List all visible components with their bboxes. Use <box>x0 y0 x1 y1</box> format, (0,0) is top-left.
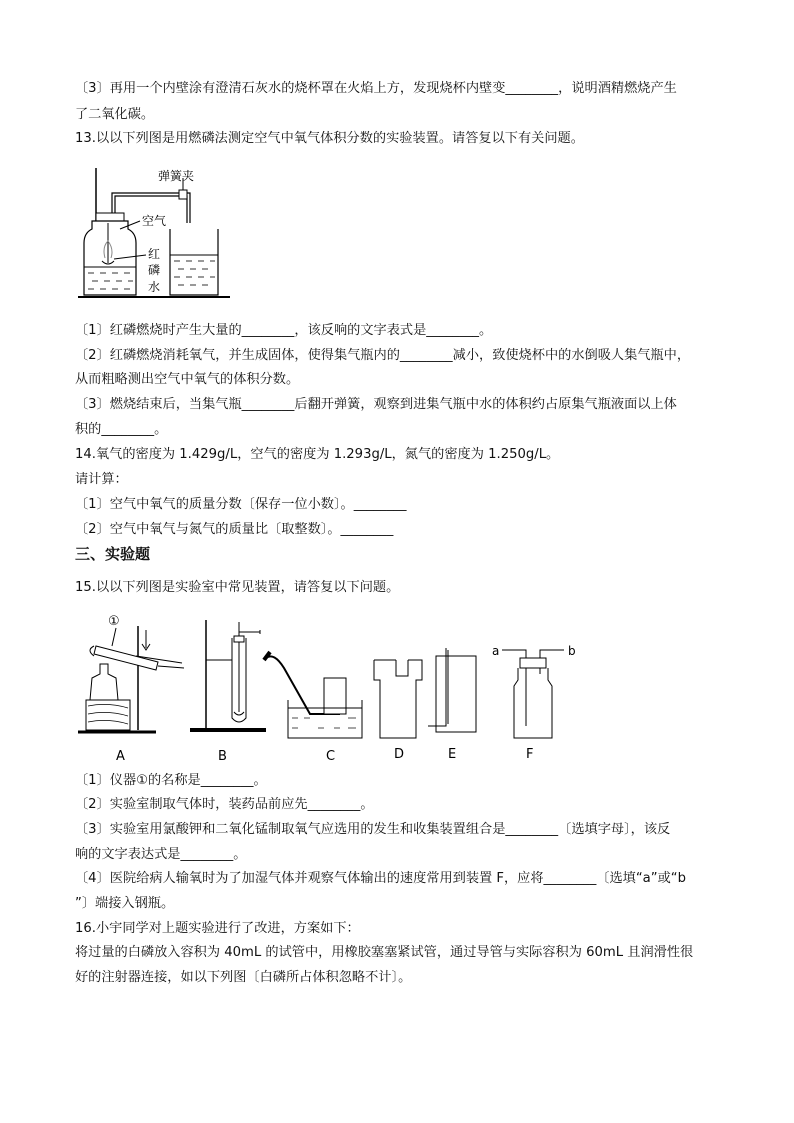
line-7: 〔3〕燃烧结束后，当集气瓶________后翻开弹簧，观察到进集气瓶中水的体积约占原集气瓶液面以上体 <box>75 397 677 412</box>
line-2: 了二氧化碳。 <box>75 107 155 122</box>
line-22: 将过量的白磷放入容积为 40mL 的试管中，用橡胶塞塞紧试管，通过导管与实际容积为 60mL 且润滑性很 <box>75 945 694 960</box>
line-6: 从而粗略测出空气中氧气的体积分数。 <box>75 372 300 387</box>
phosphorus-apparatus-figure <box>78 163 238 303</box>
label-b: B <box>218 749 227 764</box>
label-d: D <box>394 747 405 762</box>
line-9: 14.氧气的密度为 1.429g/L，空气的密度为 1.293g/L，氮气的密度为 1.250g/L。 <box>75 447 560 462</box>
line-1: 〔3〕再用一个内壁涂有澄清石灰水的烧杯罩在火焰上方，发现烧杯内壁变________，说明酒精燃烧产生 <box>75 81 677 96</box>
line-14: 15.以以下列图是实验室中常见装置，请答复以下问题。 <box>75 580 400 595</box>
line-4: 〔1〕红磷燃烧时产生大量的________，该反响的文字表式是________。 <box>75 323 493 338</box>
air-label: 空气 <box>142 214 167 228</box>
label-c: C <box>326 749 336 764</box>
apparatus-b <box>190 620 266 764</box>
line-20: ”〕端接入钢瓶。 <box>75 896 175 911</box>
line-12: 〔2〕空气中氧气与氮气的质量比〔取整数〕。________ <box>75 522 394 537</box>
line-5: 〔2〕红磷燃烧消耗氧气，并生成固体，使得集气瓶内的________减小，致使烧杯中的水倒吸人集气瓶中， <box>75 348 691 363</box>
instrument-marker: ① <box>108 614 120 629</box>
label-f: F <box>526 747 534 762</box>
line-8: 积的________。 <box>75 422 168 437</box>
apparatus-a <box>78 614 184 764</box>
water-label: 水 <box>148 280 161 294</box>
port-a-label: a <box>492 644 500 658</box>
line-10: 请计算： <box>75 472 128 487</box>
line-17: 〔3〕实验室用氯酸钾和二氧化锰制取氧气应选用的发生和收集装置组合是________〔选填字母〕，该反 <box>75 822 671 837</box>
apparatus-f <box>492 644 576 762</box>
label-a: A <box>116 749 125 764</box>
line-11: 〔1〕空气中氧气的质量分数〔保存一位小数〕。________ <box>75 497 407 512</box>
phosphorus-label-2: 磷 <box>148 263 161 277</box>
label-e: E <box>448 747 457 762</box>
phosphorus-label-1: 红 <box>148 247 161 261</box>
lab-apparatus-figure <box>78 608 598 768</box>
line-16: 〔2〕实验室制取气体时，装药品前应先________。 <box>75 797 374 812</box>
line-15: 〔1〕仪器①的名称是________。 <box>75 773 267 788</box>
line-23: 好的注射器连接，如以下列图〔白磷所占体积忽略不计〕。 <box>75 970 412 985</box>
apparatus-d <box>374 660 422 762</box>
line-21: 16.小宇同学对上题实验进行了改进，方案如下： <box>75 921 360 936</box>
clip-label: 弹簧夹 <box>158 169 195 183</box>
section-heading: 三、实验题 <box>75 545 151 563</box>
apparatus-e <box>428 648 476 762</box>
line-18: 响的文字表达式是________。 <box>75 847 247 862</box>
line-3: 13.以以下列图是用燃磷法测定空气中氧气体积分数的实验装置。请答复以下有关问题。 <box>75 131 584 146</box>
apparatus-c <box>264 652 362 764</box>
port-b-label: b <box>568 644 576 658</box>
line-19: 〔4〕医院给病人输氧时为了加湿气体并观察气体输出的速度常用到装置 F，应将________〔选填“a”或“b <box>75 871 686 886</box>
